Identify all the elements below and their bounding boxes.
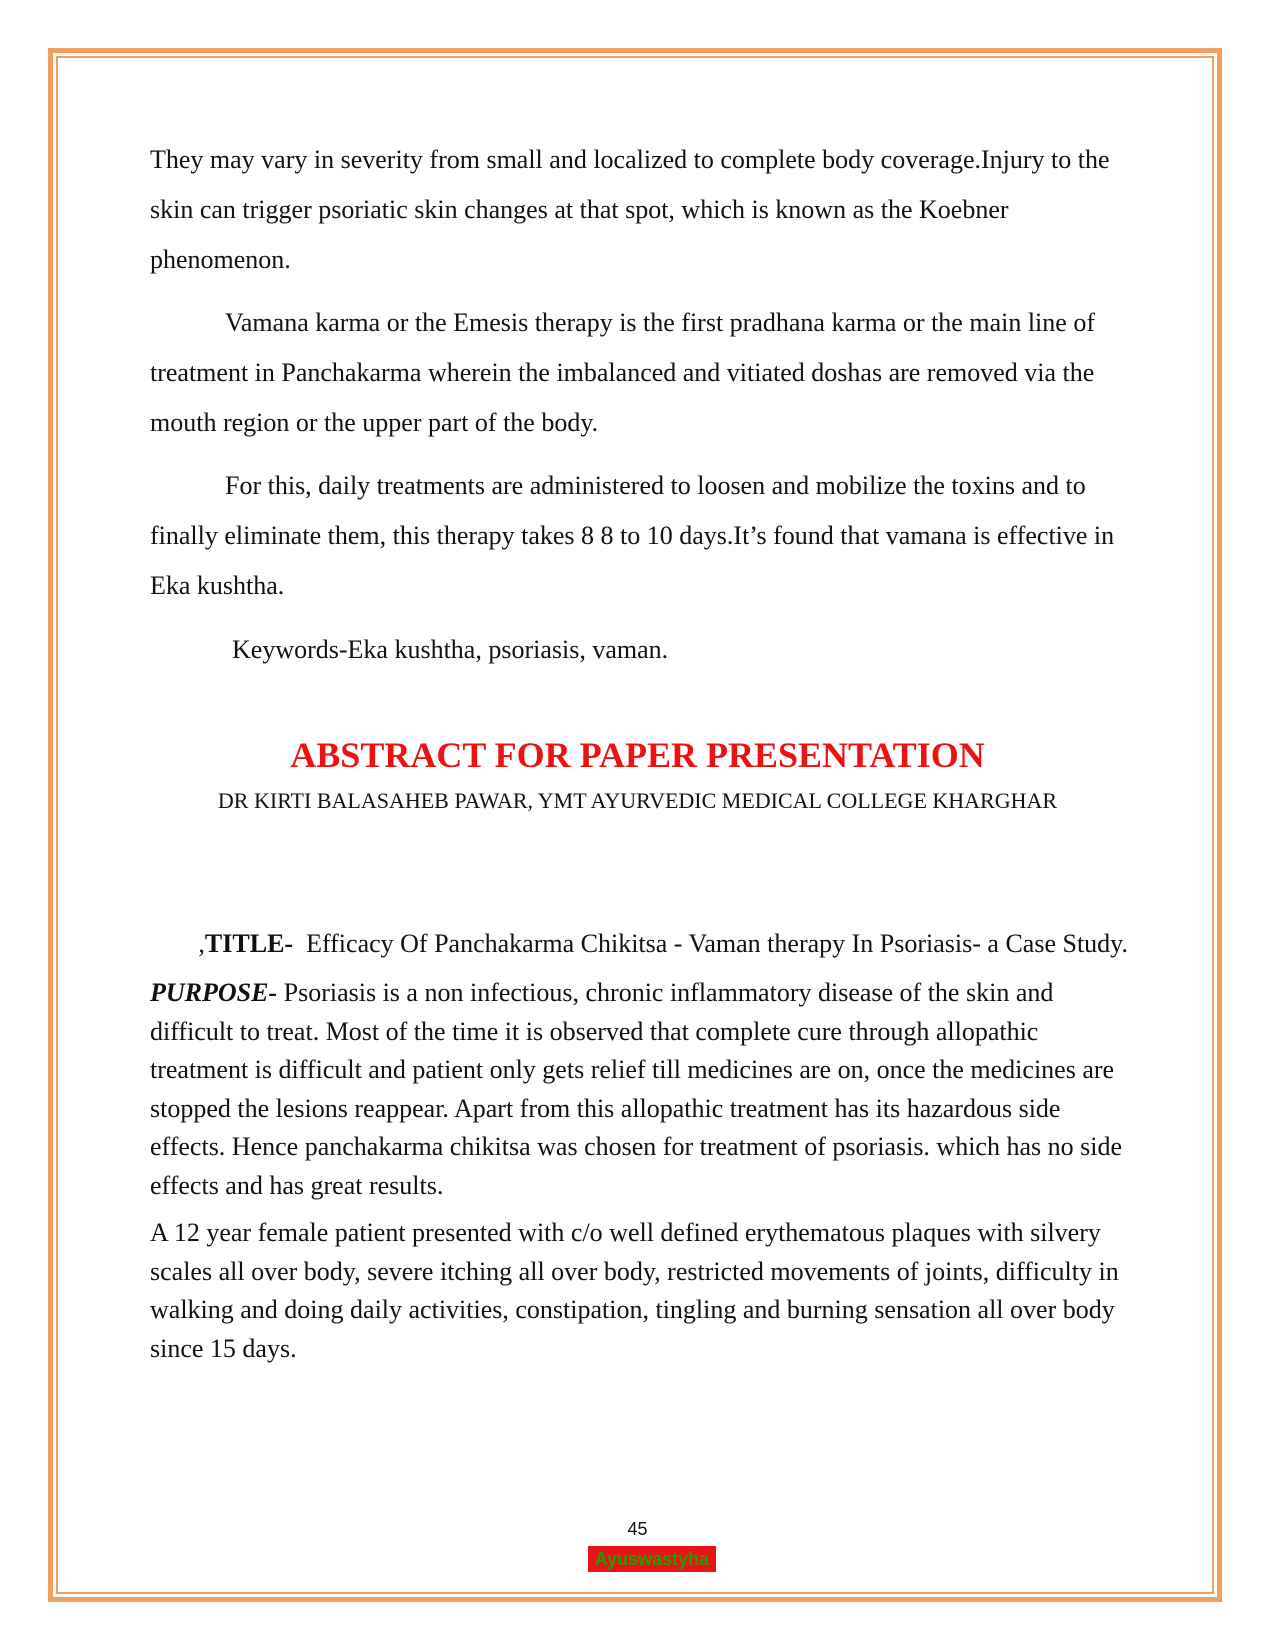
abstract-heading: ABSTRACT FOR PAPER PRESENTATION [290,735,985,775]
keywords-line: Keywords-Eka kushtha, psoriasis, vaman. [232,635,669,664]
paragraph-koebner: They may vary in severity from small and localized to complete body coverage.Injury to the skin can trigger psoriatic skin changes at that spot, which is known as the Koebner phenomenon. [150,145,1110,274]
paragraph-daily-treatments: For this, daily treatments are administered to loosen and mobilize the toxins and to finally eliminate them, this therapy takes 8 8 to 10 days.It’s found that vamana is effective in Eka kushtha. [150,471,1115,600]
author-affiliation: DR KIRTI BALASAHEB PAWAR, YMT AYURVEDIC MEDICAL COLLEGE KHARGHAR [217,788,1058,813]
title-label: TITLE- [204,929,294,958]
case-paragraph: A 12 year female patient presented with c/o well defined erythematous plaques with silvery scales all over body, severe itching all over body, restricted movements of joints, difficulty in walking and doing daily activities, constipation, tingling and burning sensation all over body since 15 days. [150,1218,1119,1363]
paper-title [157,924,1128,964]
title-text: Efficacy Of Panchakarma Chikitsa - Vaman therapy In Psoriasis- a Case Study. [306,929,1128,958]
page-number: 45 [627,1519,648,1539]
purpose-text: Psoriasis is a non infectious, chronic inflammatory disease of the skin and difficult to treat. Most of the time it is observed that complete cure through allopathic treatment is difficult and patient only gets relief till medicines are on, once the medicines are stopped the lesions reappear. Apart from this allopathic treatment has its hazardous side effects. Hence panchakarma chikitsa was chosen for treatment of psoriasis. which has no side effects and has great results. [150,978,1123,1200]
purpose-label: PURPOSE- [150,978,278,1007]
brand-label: Ayuswastyha [588,1546,716,1572]
paragraph-vamana-karma: Vamana karma or the Emesis therapy is the first pradhana karma or the main line of treatment in Panchakarma wherein the imbalanced and vitiated doshas are removed via the mouth region or the upper part of the body. [150,308,1095,437]
purpose-paragraph [150,974,1128,1205]
title-prefix: , [198,929,205,958]
